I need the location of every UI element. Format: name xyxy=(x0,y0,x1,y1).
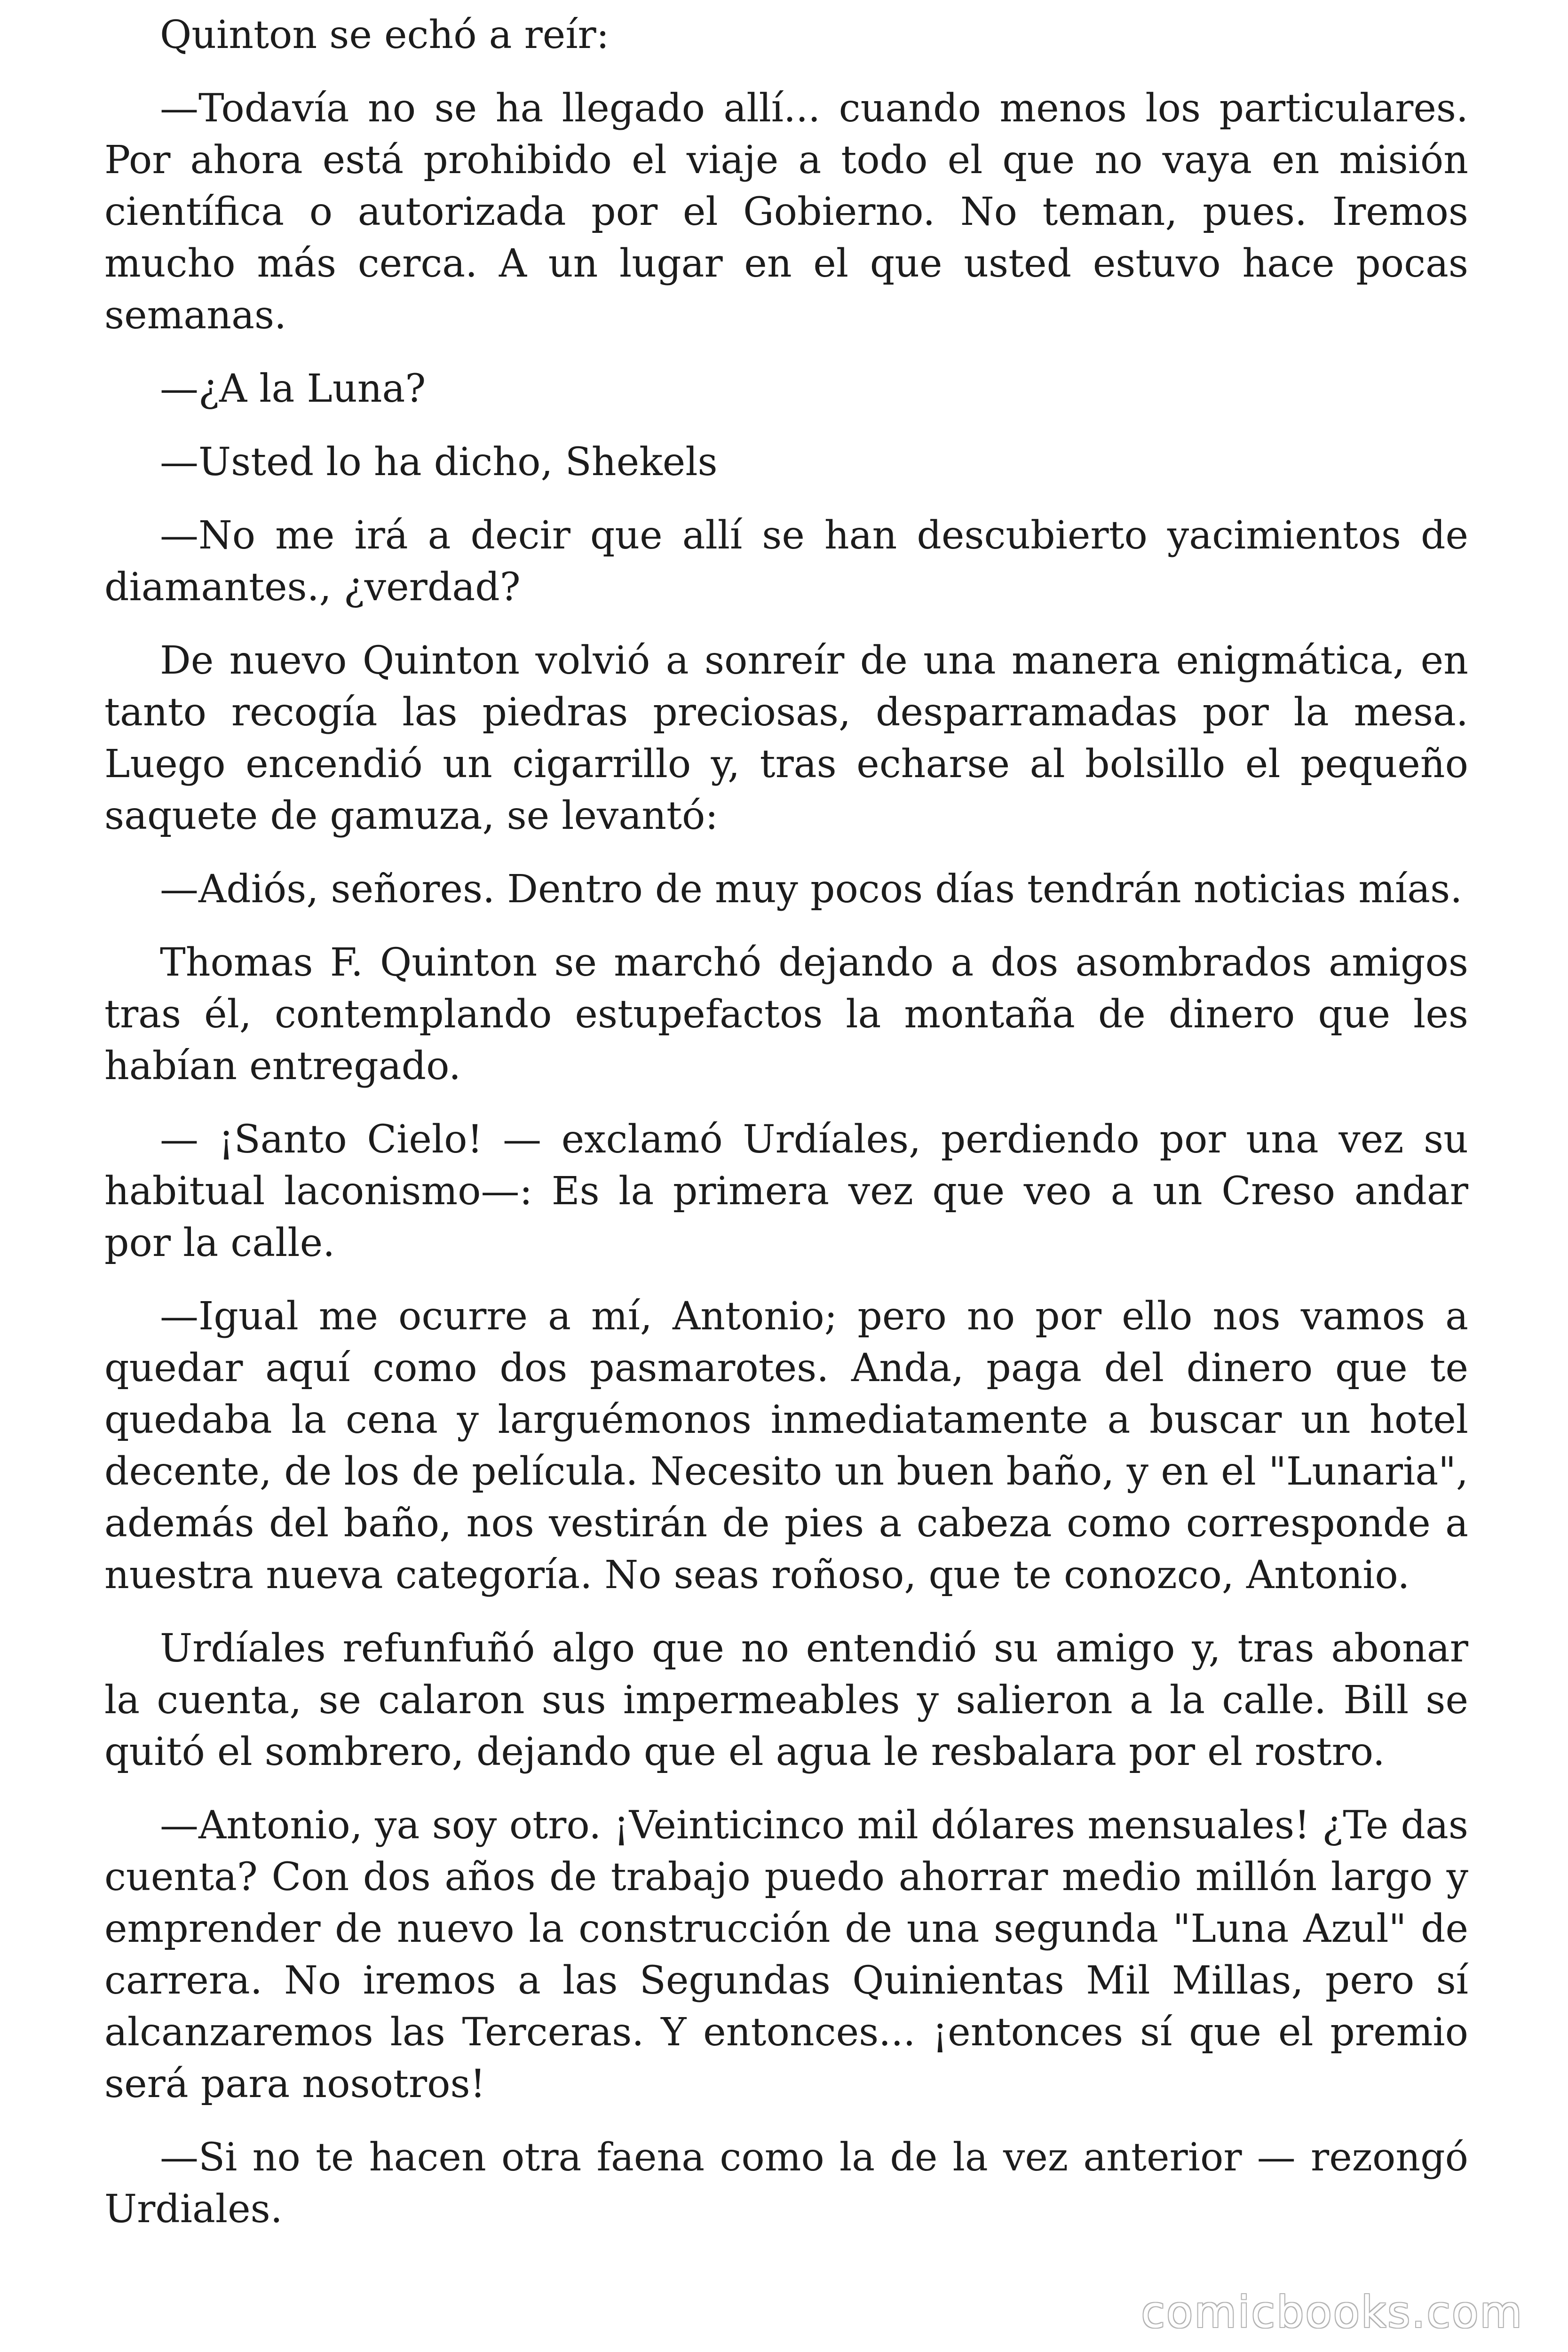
paragraph: — ¡Santo Cielo! — exclamó Urdíales, perdiendo por una vez su habitual laconismo—: Es la primera vez que veo a un Creso andar por la calle. xyxy=(104,1117,1468,1265)
paragraph: Thomas F. Quinton se marchó dejando a dos asombrados amigos tras él, contemplando estupefactos la montaña de dinero que les habían entregado. xyxy=(104,940,1468,1089)
text-body xyxy=(104,9,1468,2257)
paragraph: —No me irá a decir que allí se han descubierto yacimientos de diamantes., ¿verdad? xyxy=(104,513,1468,610)
paragraph: —¿A la Luna? xyxy=(160,366,426,411)
paragraph: —Usted lo ha dicho, Shekels xyxy=(160,440,718,485)
paragraph: —Adiós, señores. Dentro de muy pocos días tendrán noticias mías. xyxy=(160,867,1463,912)
paragraph: —Igual me ocurre a mí, Antonio; pero no por ello nos vamos a quedar aquí como dos pasmarotes. Anda, paga del dinero que te quedaba la cena y larguémonos inmediatamente a buscar un hotel decente, de los de película. Necesito un buen baño, y en el "Lunaria", además del baño, nos vestirán de pies a cabeza como corresponde a nuestra nueva categoría. No seas roñoso, que te conozco, Antonio. xyxy=(104,1294,1468,1597)
paragraph: Quinton se echó a reír: xyxy=(160,13,610,57)
paragraph: Urdíales refunfuñó algo que no entendió su amigo y, tras abonar la cuenta, se calaron sus impermeables y salieron a la calle. Bill se quitó el sombrero, dejando que el agua le resbalara por el rostro. xyxy=(104,1626,1468,1774)
paragraph: De nuevo Quinton volvió a sonreír de una manera enigmática, en tanto recogía las piedras preciosas, desparramadas por la mesa. Luego encendió un cigarrillo y, tras echarse al bolsillo el pequeño saquete de gamuza, se levantó: xyxy=(104,638,1468,838)
paragraph: —Todavía no se ha llegado allí... cuando menos los particulares. Por ahora está prohibido el viaje a todo el que no vaya en misión científica o autorizada por el Gobierno. No teman, pues. Iremos mucho más cerca. A un lugar en el que usted estuvo hace pocas semanas. xyxy=(104,86,1468,338)
watermark: comicbooks.com xyxy=(1141,2287,1523,2337)
paragraph: —Antonio, ya soy otro. ¡Veinticinco mil dólares mensuales! ¿Te das cuenta? Con dos años de trabajo puedo ahorrar medio millón largo y emprender de nuevo la construcción de una segunda "Luna Azul" de carrera. No iremos a las Segundas Quinientas Mil Millas, pero sí alcanzaremos las Terceras. Y entonces... ¡entonces sí que el premio será para nosotros! xyxy=(104,1803,1468,2106)
paragraph: —Si no te hacen otra faena como la de la vez anterior — rezongó Urdiales. xyxy=(104,2135,1468,2232)
